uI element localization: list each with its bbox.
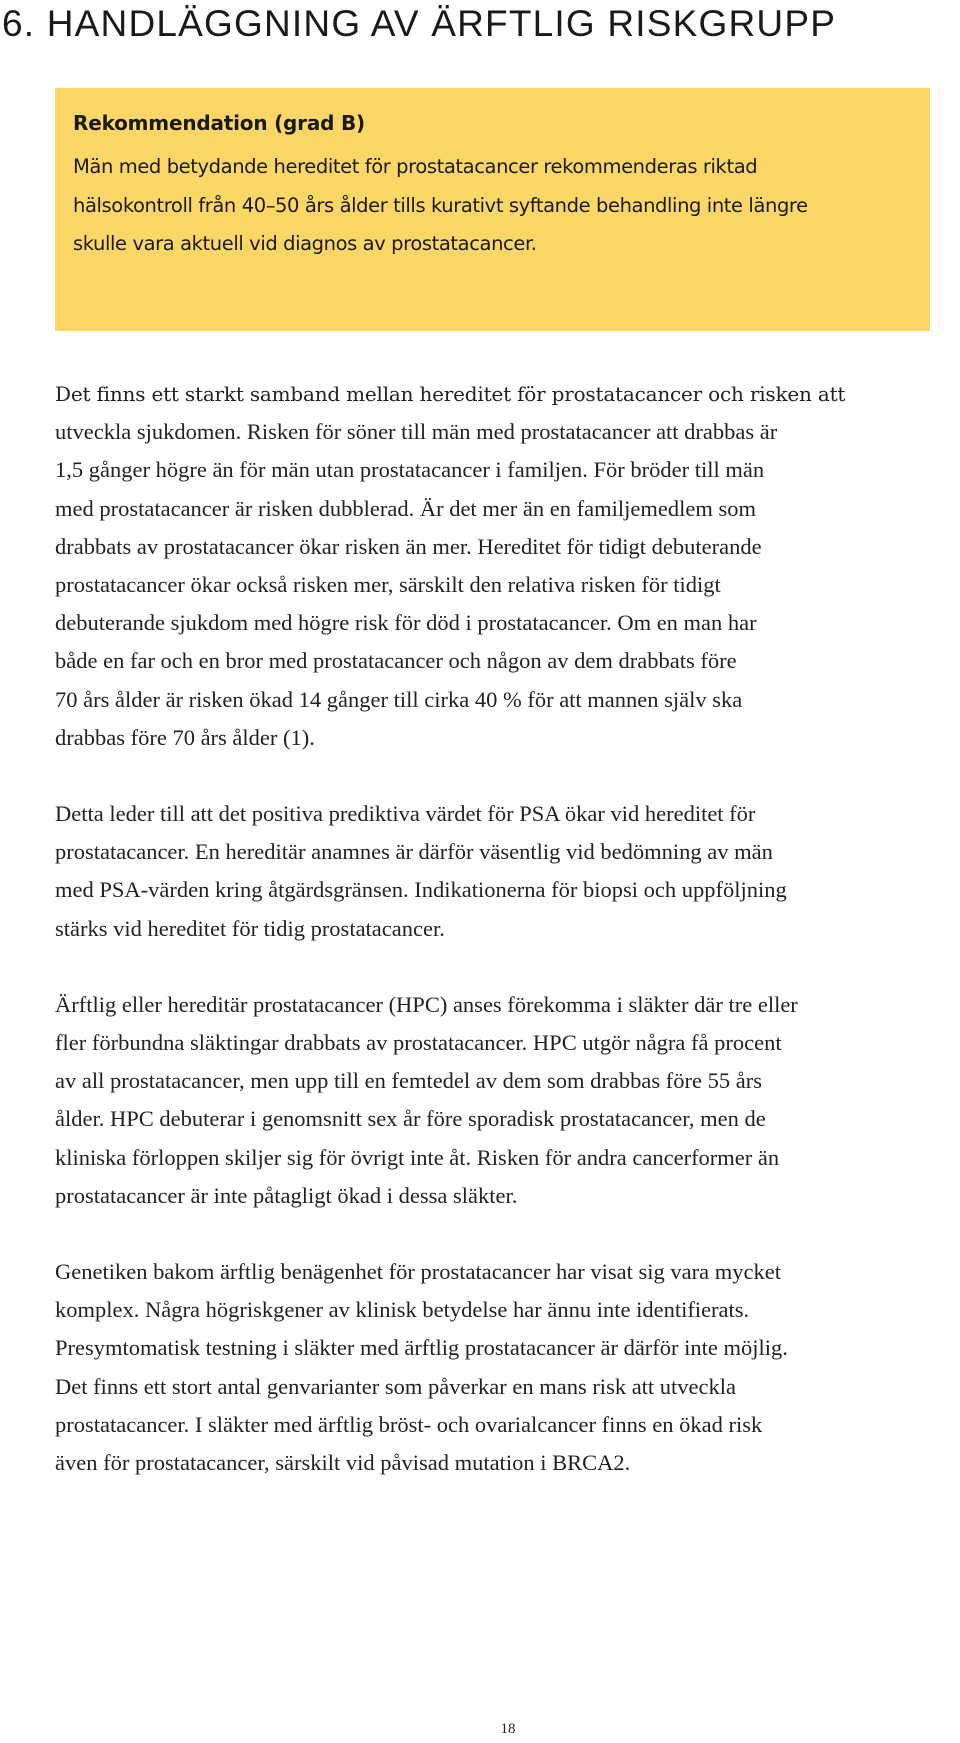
paragraph-line: Det finns ett starkt samband mellan hereditet för prostatacancer och risken att [55,382,846,406]
paragraph-line: 70 års ålder är risken ökad 14 gånger till cirka 40 % för att mannen själv ska [55,686,743,712]
paragraph-genetics [55,1253,960,1482]
recommendation-title: Rekommendation (grad B) [73,111,366,135]
paragraph-line: drabbats av prostatacancer ökar risken än mer. Hereditet för tidigt debuterande [55,533,762,559]
section-heading: 6. HANDLÄGGNING AV ÄRFTLIG RISKGRUPP [2,3,837,44]
body-text [55,375,960,1520]
paragraph-line: prostatacancer är inte påtagligt ökad i dessa släkter. [55,1182,518,1208]
paragraph-line: debuterande sjukdom med högre risk för död i prostatacancer. Om en man har [55,610,757,636]
paragraph-line: av all prostatacancer, men upp till en femtedel av dem som drabbas före 55 års [55,1068,762,1094]
paragraph-line: med PSA-värden kring åtgärdsgränsen. Indikationerna för biopsi och uppföljning [55,877,787,903]
paragraph-line: Detta leder till att det positiva prediktiva värdet för PSA ökar vid hereditet för [55,801,756,827]
paragraph-line: stärks vid hereditet för tidig prostatacancer. [55,915,445,941]
paragraph-psa-value [55,795,960,948]
paragraph-line: även för prostatacancer, särskilt vid påvisad mutation i BRCA2. [55,1450,631,1476]
paragraph-hpc [55,986,960,1215]
paragraph-line: både en far och en bror med prostatacancer och någon av dem drabbats före [55,648,737,674]
recommendation-line: Män med betydande hereditet för prostatacancer rekommenderas riktad [73,155,758,178]
paragraph-line: komplex. Några högriskgener av klinisk betydelse har ännu inte identifierats. [55,1297,750,1323]
paragraph-hereditary-risk [55,375,960,757]
paragraph-line: fler förbundna släktingar drabbats av prostatacancer. HPC utgör några få procent [55,1030,782,1056]
paragraph-line: kliniska förloppen skiljer sig för övrigt inte åt. Risken för andra cancerformer än [55,1144,780,1170]
paragraph-line: Genetiken bakom ärftlig benägenhet för prostatacancer har visat sig vara mycket [55,1259,781,1285]
paragraph-line: drabbas före 70 års ålder (1). [55,724,315,750]
paragraph-line: ålder. HPC debuterar i genomsnitt sex år före sporadisk prostatacancer, men de [55,1106,766,1132]
recommendation-line: hälsokontroll från 40–50 års ålder tills kurativt syftande behandling inte längre [73,193,808,217]
paragraph-line: Det finns ett stort antal genvarianter som påverkar en mans risk att utveckla [55,1373,737,1399]
paragraph-line: prostatacancer ökar också risken mer, särskilt den relativa risken för tidigt [55,572,721,598]
paragraph-line: Ärftlig eller hereditär prostatacancer (HPC) anses förekomma i släkter där tre eller [55,991,798,1017]
recommendation-line: skulle vara aktuell vid diagnos av prostatacancer. [73,232,537,255]
paragraph-line: utveckla sjukdomen. Risken för söner till män med prostatacancer att drabbas är [55,419,778,445]
paragraph-line: prostatacancer. En hereditär anamnes är därför väsentlig vid bedömning av män [55,839,773,865]
recommendation-text [73,148,912,264]
paragraph-line: 1,5 gånger högre än för män utan prostatacancer i familjen. För bröder till män [55,457,765,483]
paragraph-line: prostatacancer. I släkter med ärftlig bröst- och ovarialcancer finns en ökad risk [55,1411,763,1437]
paragraph-line: med prostatacancer är risken dubblerad. Är det mer än en familjemedlem som [55,495,756,521]
page-number: 18 [500,1721,516,1737]
paragraph-line: Presymtomatisk testning i släkter med ärftlig prostatacancer är därför inte möjlig. [55,1335,788,1361]
recommendation-box [55,88,930,331]
